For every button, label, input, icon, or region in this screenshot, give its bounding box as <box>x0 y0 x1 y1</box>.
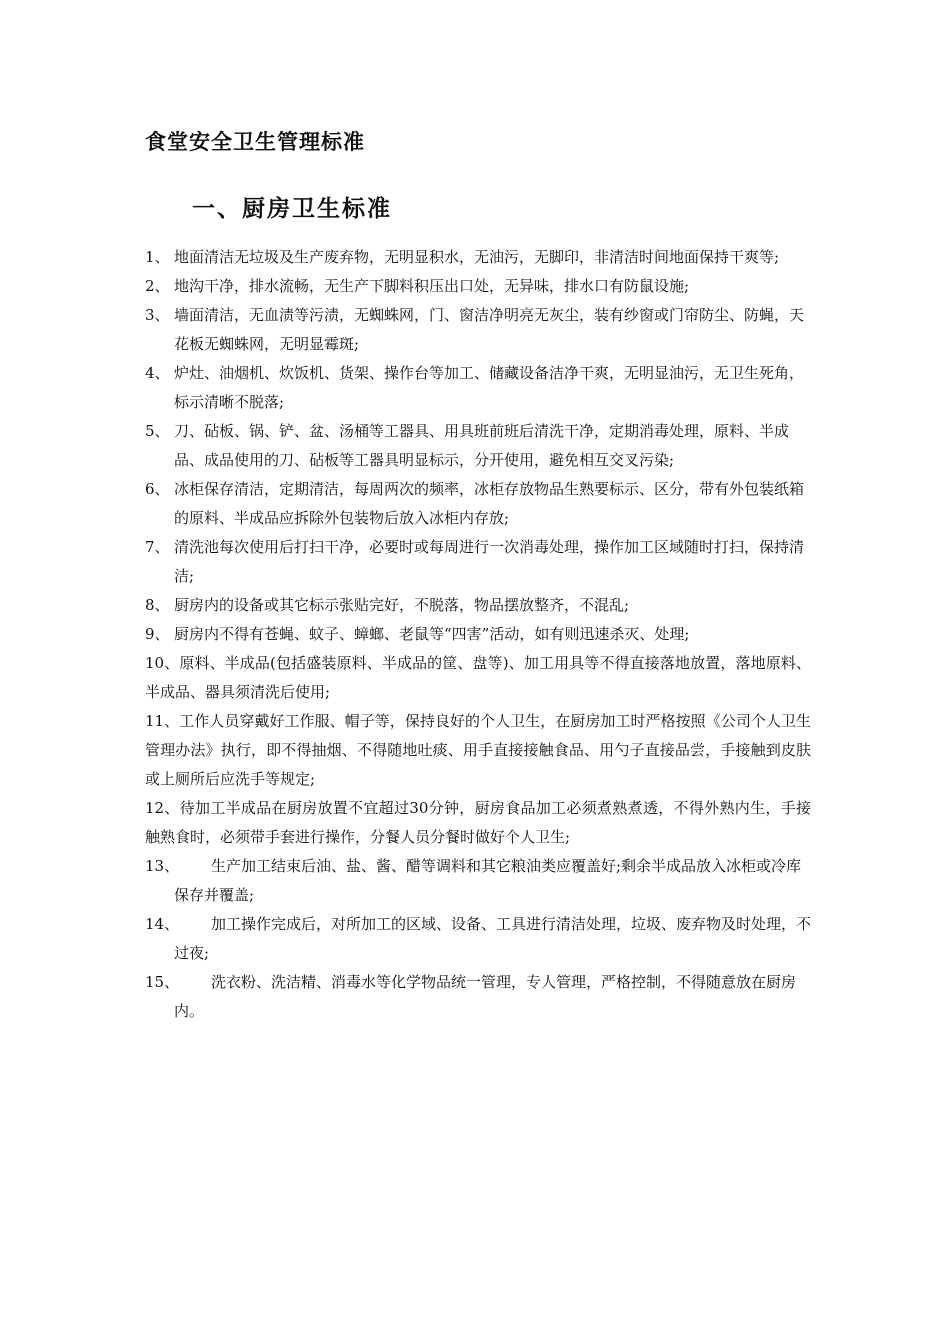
item-text: 刀、砧板、锅、铲、盆、汤桶等工器具、用具班前班后清洗干净，定期消毒处理，原料、半成品、成品使用的刀、砧板等工器具明显标示，分开使用，避免相互交叉污染; <box>174 422 790 469</box>
list-item <box>145 301 811 359</box>
document-title: 食堂安全卫生管理标准 <box>145 129 365 154</box>
item-text: 墙面清洁，无血渍等污渍，无蜘蛛网，门、窗洁净明亮无灰尘，装有纱窗或门帘防尘、防蝇，天花板无蜘蛛网，无明显霉斑; <box>174 306 805 353</box>
list-item <box>145 359 811 417</box>
item-text: 地沟干净，排水流畅，无生产下脚料积压出口处，无异味，排水口有防鼠设施; <box>174 277 690 295</box>
item-number: 1、 <box>145 248 170 266</box>
item-text: 冰柜保存清洁，定期清洁，每周两次的频率，冰柜存放物品生熟要标示、区分，带有外包装纸箱的原料、半成品应拆除外包装物后放入冰柜内存放; <box>174 480 805 527</box>
item-number: 7、 <box>145 538 170 556</box>
item-number: 9、 <box>145 625 170 643</box>
item-text: 工作人员穿戴好工作服、帽子等，保持良好的个人卫生，在厨房加工时严格按照《公司个人卫生管理办法》执行，即不得抽烟、不得随地吐痰、用手直接接触食品、用勺子直接品尝，手接触到皮肤或上厕所后应洗手等规定; <box>145 712 811 788</box>
list-item <box>145 591 811 620</box>
section-title: 一、厨房卫生标准 <box>192 195 392 222</box>
standards-list <box>145 243 811 1026</box>
item-text: 加工操作完成后，对所加工的区域、设备、工具进行清洁处理，垃圾、废弃物及时处理，不过夜; <box>174 915 812 962</box>
item-text: 洗衣粉、洗洁精、消毒水等化学物品统一管理，专人管理，严格控制，不得随意放在厨房内。 <box>174 973 797 1020</box>
item-text: 待加工半成品在厨房放置不宜超过30分钟，厨房食品加工必须煮熟煮透，不得外熟内生，手接触熟食时，必须带手套进行操作，分餐人员分餐时做好个人卫生; <box>145 799 811 846</box>
item-number: 5、 <box>145 422 170 440</box>
item-text: 生产加工结束后油、盐、酱、醋等调料和其它粮油类应覆盖好;剩余半成品放入冰柜或冷库保存并覆盖; <box>174 857 802 904</box>
item-number: 12、 <box>145 799 180 817</box>
item-number: 10、 <box>145 654 180 672</box>
list-item <box>145 620 811 649</box>
item-text: 清洗池每次使用后打扫干净，必要时或每周进行一次消毒处理，操作加工区域随时打扫，保持清洁; <box>174 538 805 585</box>
item-number: 2、 <box>145 277 170 295</box>
item-number: 6、 <box>145 480 170 498</box>
item-text: 原料、半成品(包括盛装原料、半成品的筐、盘等)、加工用具等不得直接落地放置，落地原料、半成品、器具须清洗后使用; <box>145 654 811 701</box>
item-text: 厨房内的设备或其它标示张贴完好，不脱落，物品摆放整齐，不混乱; <box>174 596 630 614</box>
item-text: 地面清洁无垃圾及生产废弃物，无明显积水，无油污，无脚印，非清洁时间地面保持干爽等; <box>174 248 780 266</box>
item-text: 厨房内不得有苍蝇、蚊子、蟑螂、老鼠等“四害”活动，如有则迅速杀灭、处理; <box>174 625 690 643</box>
list-item <box>145 794 811 852</box>
item-number: 3、 <box>145 306 170 324</box>
list-item <box>145 272 811 301</box>
item-number: 4、 <box>145 364 170 382</box>
list-item <box>145 243 811 272</box>
item-text: 炉灶、油烟机、炊饭机、货架、操作台等加工、储藏设备洁净干爽，无明显油污，无卫生死角，标示清晰不脱落; <box>174 364 805 411</box>
item-number: 13、 <box>145 857 180 875</box>
list-item <box>145 649 811 707</box>
list-item <box>145 910 811 968</box>
list-item <box>145 417 811 475</box>
list-item <box>145 852 811 910</box>
list-item <box>145 475 811 533</box>
item-number: 15、 <box>145 973 180 991</box>
item-number: 8、 <box>145 596 170 614</box>
list-item <box>145 968 811 1026</box>
item-number: 14、 <box>145 915 180 933</box>
item-number: 11、 <box>145 712 180 730</box>
list-item <box>145 533 811 591</box>
list-item <box>145 707 811 794</box>
